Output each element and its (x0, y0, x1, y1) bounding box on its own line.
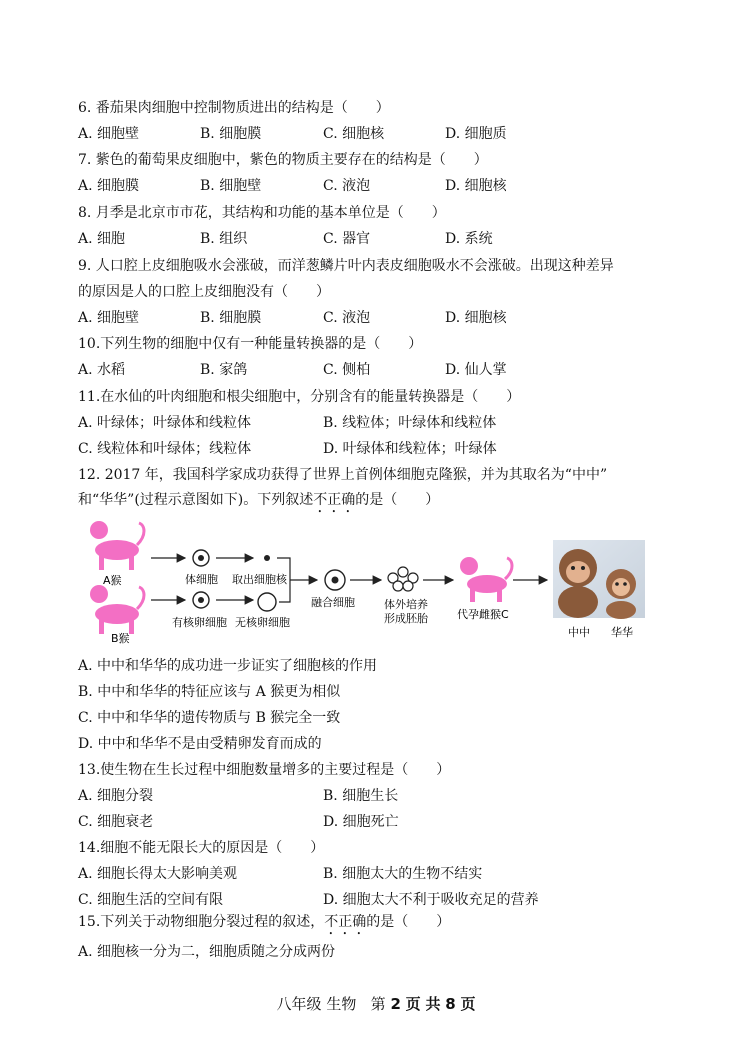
footer-total-number: 8 (445, 995, 456, 1013)
q6-option-a: A. 细胞壁 (78, 126, 140, 142)
question-8-stem: 8. 月季是北京市市花，其结构和功能的基本单位是（ ） (78, 205, 446, 221)
q13-option-b: B. 细胞生长 (323, 788, 399, 804)
q7-option-b: B. 细胞壁 (200, 178, 262, 194)
q12-stem-pre: 和“华华”(过程示意图如下)。下列叙述 (78, 492, 314, 508)
q15-stem-pre: 15.下列关于动物细胞分裂过程的叙述， (78, 914, 325, 930)
body-cell-label: 体细胞 (185, 573, 218, 586)
enucleated-egg-label: 无核卵细胞 (235, 616, 290, 629)
embryo-icon (388, 567, 418, 591)
cloning-process-diagram (85, 520, 650, 650)
baby-1-label: 中中 (568, 626, 590, 639)
monkey-a-icon (90, 521, 144, 570)
question-10-stem: 10.下列生物的细胞中仅有一种能量转换器的是（ ） (78, 336, 423, 352)
fused-cell-label: 融合细胞 (311, 596, 355, 609)
surrogate-monkey-icon (460, 557, 512, 602)
footer-page-pre: 第 (370, 995, 386, 1013)
q10-option-b: B. 家鸽 (200, 362, 248, 378)
culture-label-line2: 形成胚胎 (384, 612, 428, 625)
q15-option-a: A. 细胞核一分为二，细胞质随之分成两份 (78, 944, 336, 960)
q9-option-d: D. 细胞核 (445, 310, 507, 326)
surrogate-label: 代孕雌猴C (457, 608, 509, 621)
culture-label-line1: 体外培养 (384, 598, 428, 611)
q9-option-c: C. 液泡 (323, 310, 371, 326)
q8-option-c: C. 器官 (323, 231, 371, 247)
q13-option-d: D. 细胞死亡 (323, 814, 399, 830)
q9-option-a: A. 细胞壁 (78, 310, 140, 326)
question-9-stem-line1: 9. 人口腔上皮细胞吸水会涨破，而洋葱鳞片叶内表皮细胞吸水不会涨破。出现这种差异 (78, 258, 614, 274)
q12-option-b: B. 中中和华华的特征应该与 A 猴更为相似 (78, 684, 341, 700)
footer-page-mid: 页 (405, 995, 421, 1013)
q12-stem-post: 的是（ ） (355, 492, 440, 508)
q8-option-a: A. 细胞 (78, 231, 126, 247)
q7-option-a: A. 细胞膜 (78, 178, 140, 194)
q14-option-a: A. 细胞长得太大影响美观 (78, 866, 238, 882)
baby-2-label: 华华 (611, 626, 633, 639)
footer-page-number: 2 (390, 995, 401, 1013)
q10-option-c: C. 侧柏 (323, 362, 371, 378)
q14-option-c: C. 细胞生活的空间有限 (78, 892, 224, 908)
page-footer (0, 993, 752, 1015)
footer-grade: 八年级 (276, 995, 322, 1013)
enucleated-egg-icon (258, 593, 276, 611)
q6-option-c: C. 细胞核 (323, 126, 385, 142)
monkey-b-label: B猴 (111, 632, 130, 645)
q11-option-d: D. 叶绿体和线粒体；叶绿体 (323, 441, 497, 457)
footer-total-post: 页 (460, 995, 476, 1013)
q9-option-b: B. 细胞膜 (200, 310, 262, 326)
question-13-stem: 13.使生物在生长过程中细胞数量增多的主要过程是（ ） (78, 762, 451, 778)
footer-subject: 生物 (326, 995, 357, 1013)
q12-stem-emphasis: 不正确 (313, 492, 356, 508)
q7-option-c: C. 液泡 (323, 178, 371, 194)
question-9-stem-line2: 的原因是人的口腔上皮细胞没有（ ） (78, 284, 330, 300)
footer-total-pre: 共 (425, 995, 441, 1013)
question-12-stem-line2 (78, 490, 439, 516)
q7-option-d: D. 细胞核 (445, 178, 507, 194)
q12-option-a: A. 中中和华华的成功进一步证实了细胞核的作用 (78, 658, 378, 674)
question-15-stem (78, 912, 450, 938)
nucleus-icon (264, 555, 270, 561)
q6-option-b: B. 细胞膜 (200, 126, 262, 142)
baby-monkeys-photo (553, 540, 645, 619)
question-11-stem: 11.在水仙的叶肉细胞和根尖细胞中，分别含有的能量转换器是（ ） (78, 389, 521, 405)
take-nucleus-label: 取出细胞核 (232, 573, 287, 586)
q8-option-b: B. 组织 (200, 231, 248, 247)
q8-option-d: D. 系统 (445, 231, 493, 247)
question-6-stem: 6. 番茄果肉细胞中控制物质进出的结构是（ ） (78, 100, 390, 116)
q10-option-d: D. 仙人掌 (445, 362, 507, 378)
q12-option-c: C. 中中和华华的遗传物质与 B 猴完全一致 (78, 710, 341, 726)
q11-option-b: B. 线粒体；叶绿体和线粒体 (323, 415, 497, 431)
q6-option-d: D. 细胞质 (445, 126, 507, 142)
q14-option-d: D. 细胞太大不利于吸收充足的营养 (323, 892, 539, 908)
q13-option-a: A. 细胞分裂 (78, 788, 154, 804)
nucleated-egg-label: 有核卵细胞 (172, 616, 227, 629)
q11-option-c: C. 线粒体和叶绿体；线粒体 (78, 441, 252, 457)
question-14-stem: 14.细胞不能无限长大的原因是（ ） (78, 840, 325, 856)
q13-option-c: C. 细胞衰老 (78, 814, 154, 830)
q11-option-a: A. 叶绿体；叶绿体和线粒体 (78, 415, 252, 431)
q12-option-d: D. 中中和华华不是由受精卵发育而成的 (78, 736, 322, 752)
question-12-stem-line1: 12. 2017 年，我国科学家成功获得了世界上首例体细胞克隆猴，并为其取名为“中中” (78, 467, 608, 483)
question-7-stem: 7. 紫色的葡萄果皮细胞中，紫色的物质主要存在的结构是（ ） (78, 152, 488, 168)
q14-option-b: B. 细胞太大的生物不结实 (323, 866, 483, 882)
q15-stem-emphasis: 不正确 (324, 914, 367, 930)
q10-option-a: A. 水稻 (78, 362, 126, 378)
monkey-a-label: A猴 (103, 574, 122, 587)
monkey-b-icon (90, 585, 144, 634)
q15-stem-post: 的是（ ） (366, 914, 451, 930)
